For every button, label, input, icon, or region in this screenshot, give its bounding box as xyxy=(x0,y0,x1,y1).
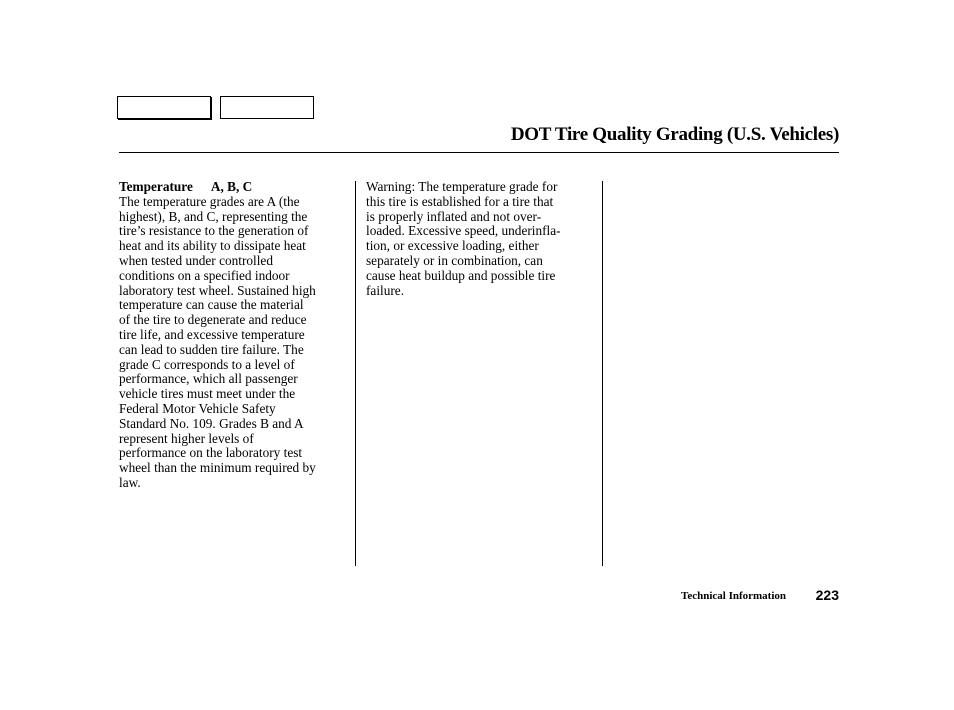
body-line: conditions on a specified indoor xyxy=(119,267,290,283)
body-line: performance on the laboratory test xyxy=(119,445,303,461)
body-line: tire life, and excessive temperature xyxy=(119,326,305,342)
page-title: DOT Tire Quality Grading (U.S. Vehicles) xyxy=(510,124,839,145)
body-line: Standard No. 109. Grades B and A xyxy=(119,415,304,431)
warning-line: cause heat buildup and possible tire xyxy=(366,267,556,283)
body-line: laboratory test wheel. Sustained high xyxy=(119,282,316,298)
warning-line: is properly inflated and not over- xyxy=(366,208,542,224)
body-line: of the tire to degenerate and reduce xyxy=(119,312,307,328)
warning-column xyxy=(366,180,598,298)
temperature-heading-label: Temperature xyxy=(119,179,193,194)
body-line: wheel than the minimum required by xyxy=(119,460,316,476)
temperature-column xyxy=(119,180,351,491)
temperature-heading xyxy=(119,180,351,195)
warning-line: failure. xyxy=(366,282,405,298)
body-line: grade C corresponds to a level of xyxy=(119,356,295,372)
body-line: Federal Motor Vehicle Safety xyxy=(119,400,276,416)
body-line: The temperature grades are A (the xyxy=(119,193,300,209)
body-line: when tested under controlled xyxy=(119,252,273,268)
body-line: vehicle tires must meet under the xyxy=(119,386,296,402)
temperature-grades: A, B, C xyxy=(210,179,253,194)
body-line: can lead to sudden tire failure. The xyxy=(119,341,304,357)
column-divider xyxy=(355,181,356,566)
body-line: law. xyxy=(119,474,141,490)
body-line: highest), B, and C, representing the xyxy=(119,208,308,224)
page-number: 223 xyxy=(815,587,839,603)
title-rule xyxy=(119,152,839,153)
warning-line: Warning: The temperature grade for xyxy=(366,179,558,194)
footer-section-label: Technical Information xyxy=(681,590,787,602)
nav-tab-previous[interactable] xyxy=(117,96,211,119)
warning-line: this tire is established for a tire that xyxy=(366,193,554,209)
body-line: tire’s resistance to the generation of xyxy=(119,223,309,239)
body-line: represent higher levels of xyxy=(119,430,254,446)
body-line: temperature can cause the material xyxy=(119,297,304,313)
nav-tab-next[interactable] xyxy=(220,96,314,119)
body-line: heat and its ability to dissipate heat xyxy=(119,238,306,254)
column-divider xyxy=(602,181,603,566)
warning-line: tion, or excessive loading, either xyxy=(366,238,539,254)
warning-line: loaded. Excessive speed, underinfla- xyxy=(366,223,561,239)
warning-line: separately or in combination, can xyxy=(366,252,543,268)
body-line: performance, which all passenger xyxy=(119,371,298,387)
